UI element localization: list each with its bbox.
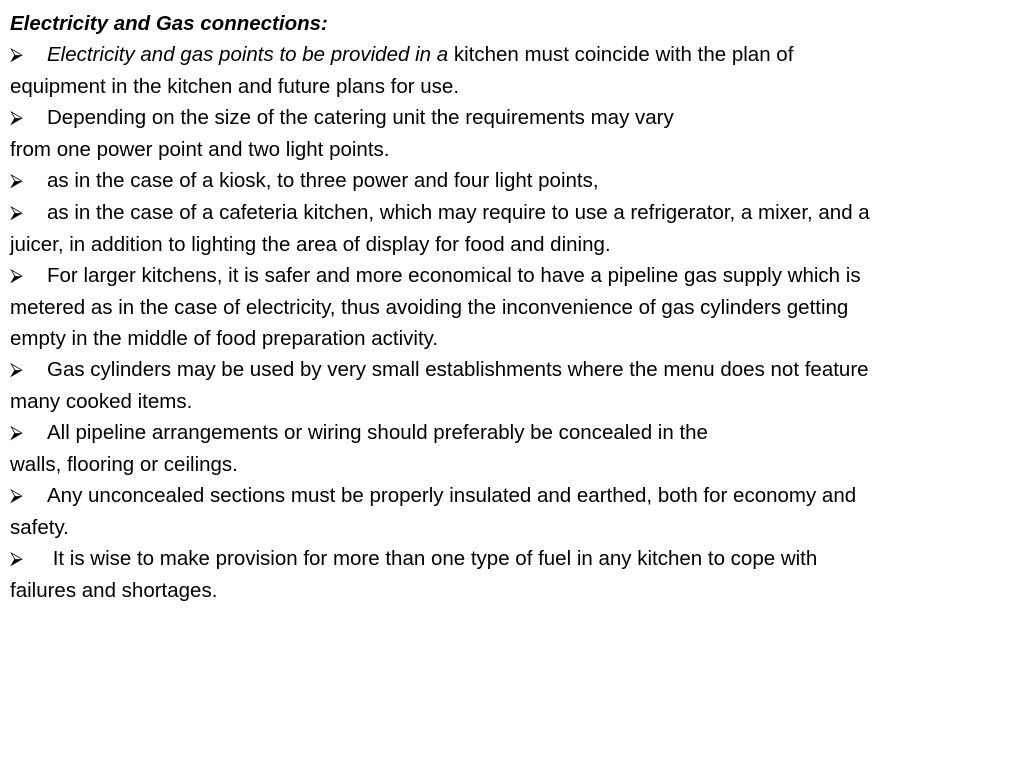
bullet-item — [10, 480, 1010, 543]
arrow-bullet-icon: ⮚ — [10, 265, 23, 285]
bullet-item — [10, 197, 1010, 260]
arrow-bullet-icon: ⮚ — [10, 485, 23, 505]
bullet-text: walls, flooring or ceilings. — [10, 453, 238, 476]
bullet-item — [10, 260, 1010, 354]
bullet-text: All pipeline arrangements or wiring should preferably be concealed in the — [47, 421, 708, 444]
bullet-text: kitchen must coincide with the plan of — [448, 43, 794, 66]
bullet-item — [10, 354, 1010, 417]
bullet-text: Gas cylinders may be used by very small establishments where the menu does not feature — [47, 358, 869, 381]
arrow-bullet-icon: ⮚ — [10, 170, 23, 190]
bullet-item — [10, 165, 1010, 197]
bullet-text: as in the case of a cafeteria kitchen, which may require to use a refrigerator, a mixer, and a — [47, 201, 870, 224]
bullet-text: juicer, in addition to lighting the area of display for food and dining. — [10, 233, 611, 256]
slide-content — [10, 8, 1010, 606]
slide-heading: Electricity and Gas connections: — [10, 12, 328, 35]
bullet-text: equipment in the kitchen and future plans for use. — [10, 75, 460, 98]
arrow-bullet-icon: ⮚ — [10, 44, 23, 64]
bullet-text: Depending on the size of the catering unit the requirements may vary — [47, 106, 674, 129]
bullet-item — [10, 417, 1010, 480]
bullet-text-italic: Electricity and gas points to be provided in a — [47, 43, 449, 66]
bullet-text: For larger kitchens, it is safer and more economical to have a pipeline gas supply which is — [47, 264, 861, 287]
bullet-text: metered as in the case of electricity, thus avoiding the inconvenience of gas cylinders getting — [10, 296, 849, 319]
bullet-text: safety. — [10, 516, 69, 539]
bullet-text: Any unconcealed sections must be properly insulated and earthed, both for economy and — [47, 484, 857, 507]
arrow-bullet-icon: ⮚ — [10, 422, 23, 442]
bullet-text: It is wise to make provision for more than one type of fuel in any kitchen to cope with — [47, 547, 818, 570]
bullet-item — [10, 39, 1010, 102]
bullet-text: as in the case of a kiosk, to three power and four light points, — [47, 169, 599, 192]
bullet-text: from one power point and two light points. — [10, 138, 390, 161]
arrow-bullet-icon: ⮚ — [10, 548, 23, 568]
bullet-item — [10, 102, 1010, 165]
bullet-text: failures and shortages. — [10, 579, 218, 602]
bullet-item — [10, 543, 1010, 606]
arrow-bullet-icon: ⮚ — [10, 202, 23, 222]
bullet-text: many cooked items. — [10, 390, 193, 413]
bullet-text: empty in the middle of food preparation activity. — [10, 327, 439, 350]
arrow-bullet-icon: ⮚ — [10, 359, 23, 379]
arrow-bullet-icon: ⮚ — [10, 107, 23, 127]
